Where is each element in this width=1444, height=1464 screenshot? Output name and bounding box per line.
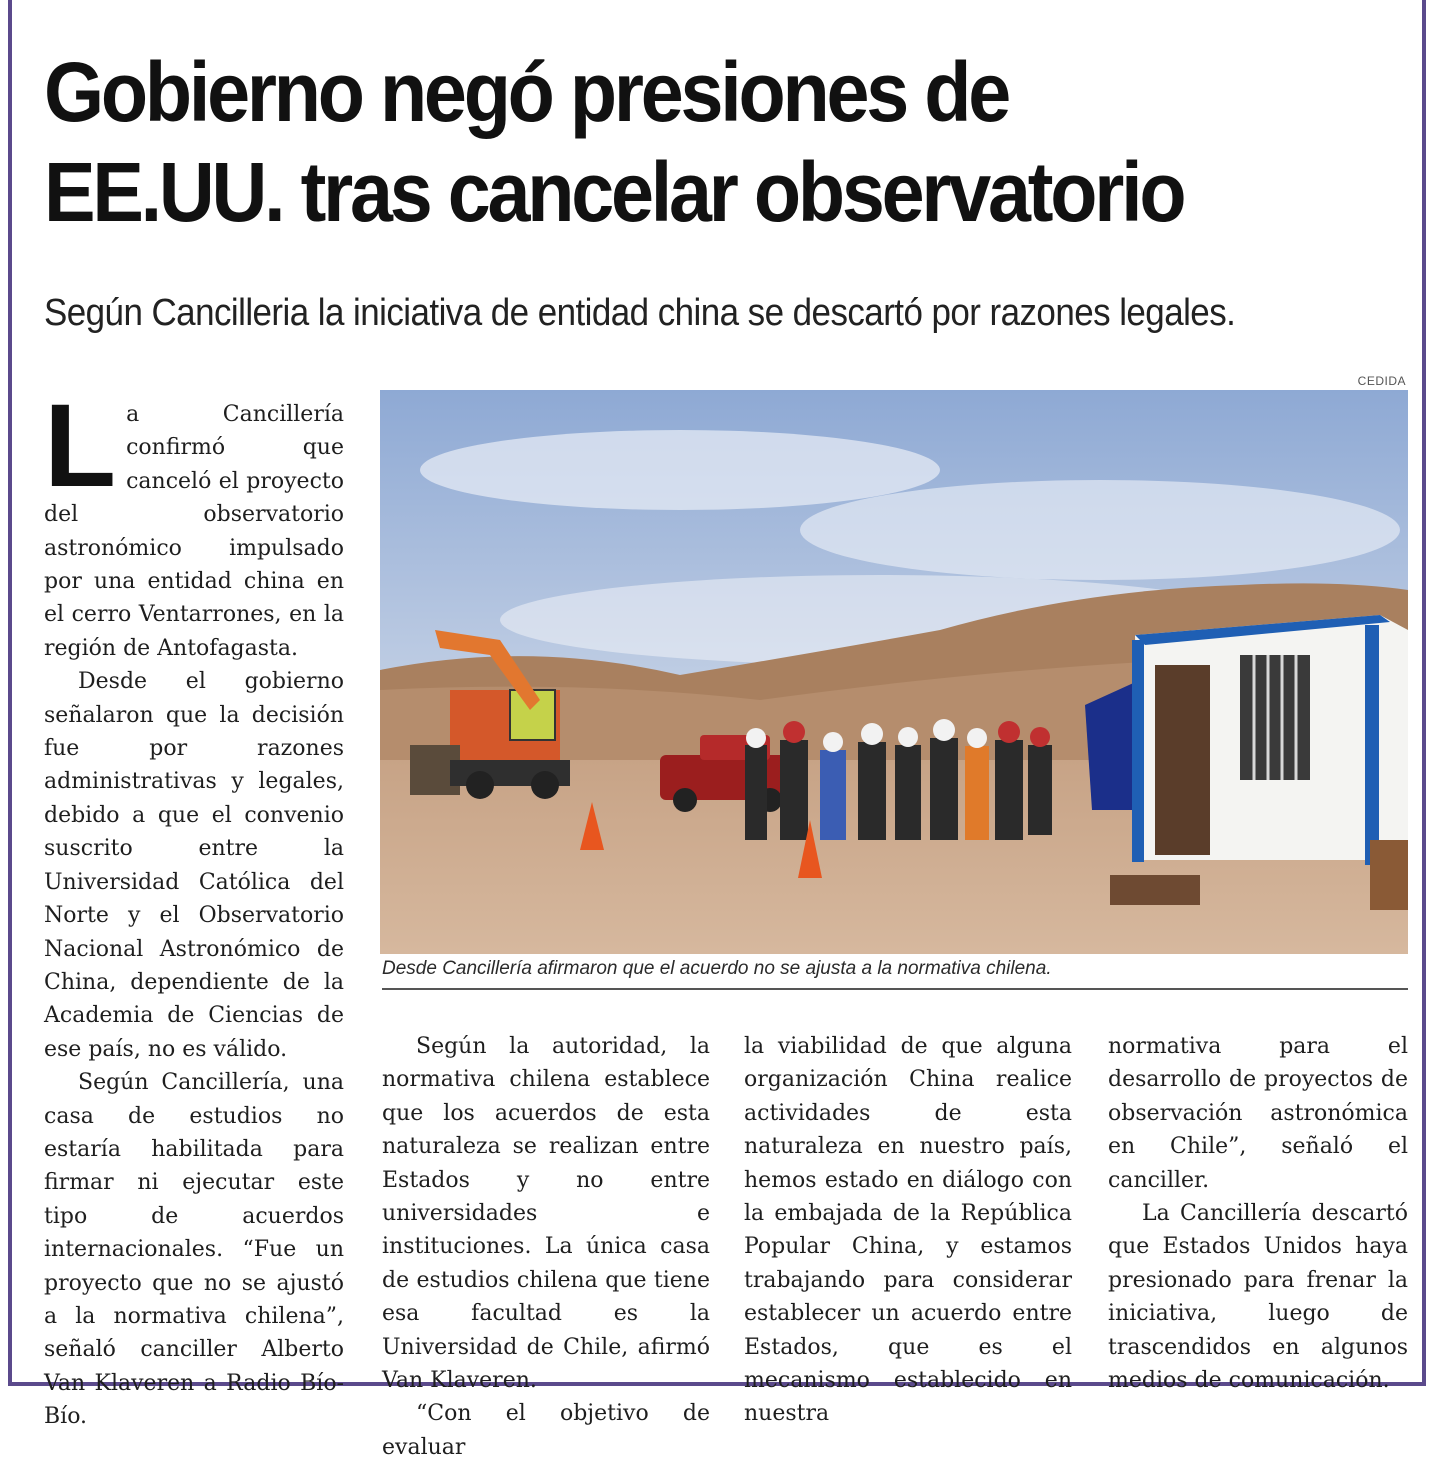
paragraph: Según Cancillería, una casa de estudios no estaría habilitada para firmar ni ejecutar este tipo de acuerdos internacionales. “Fue un proyecto que no se ajustó a la normativa chilena”, señaló canciller Alberto Van Klaveren a Radio Bío-Bío.: [44, 1070, 344, 1430]
paragraph: Según la autoridad, la normativa chilena establece que los acuerdos de esta naturaleza se realizan entre Estados y no entre universidades e instituciones. La única casa de estudios chilena que tiene esa facultad es la Universidad de Chile, afirmó Van Klaveren.: [382, 1034, 710, 1394]
column-3: [744, 1030, 1072, 1431]
paragraph: Desde el gobierno señalaron que la decisión fue por razones administrativas y legales, debido a que el convenio suscrito entre la Universidad Católica del Norte y el Observatorio Nacional Astronómico de China, dependiente de la Academia de Ciencias de ese país, no es válido.: [44, 669, 344, 1062]
article-photo: [380, 390, 1408, 954]
headline: [44, 42, 1314, 242]
paragraph: la viabilidad de que alguna organización China realice actividades de esta naturaleza en nuestro país, hemos estado en diálogo con la embajada de la República Popular China, y estamos trabajando para considerar establecer un acuerdo entre Estados, que es el mecanismo establecido en nuestra: [744, 1034, 1072, 1427]
headline-line-2: EE.UU. tras cancelar observatorio: [44, 145, 1184, 239]
photo-credit: CEDIDA: [1357, 374, 1406, 388]
group-of-people: [745, 719, 1052, 840]
paragraph: La Cancillería descartó que Estados Unidos haya presionado para frenar la iniciativa, luego de trascendidos en algunos medios de comunicación.: [1108, 1201, 1408, 1394]
paragraph: normativa para el desarrollo de proyectos de observación astronómica en Chile”, señaló el canciller.: [1108, 1034, 1408, 1193]
headline-line-1: Gobierno negó presiones de: [44, 45, 1009, 139]
column-4: [1108, 1030, 1408, 1397]
paragraph: a Cancillería confirmó que canceló el proyecto del observatorio astronómico impulsado por una entidad china en el cerro Ventarrones, en la región de Antofagasta.: [44, 402, 344, 661]
drop-cap: L: [44, 380, 117, 512]
column-2: [382, 1030, 710, 1464]
paragraph: “Con el objetivo de evaluar: [382, 1401, 710, 1460]
column-1: [44, 380, 344, 1434]
photo-caption: Desde Cancillería afirmaron que el acuerdo no se ajusta a la normativa chilena.: [382, 958, 1408, 990]
subheadline: Según Cancilleria la iniciativa de entidad china se descartó por razones legales.: [44, 292, 1236, 334]
observatory-site-image: [380, 390, 1408, 954]
